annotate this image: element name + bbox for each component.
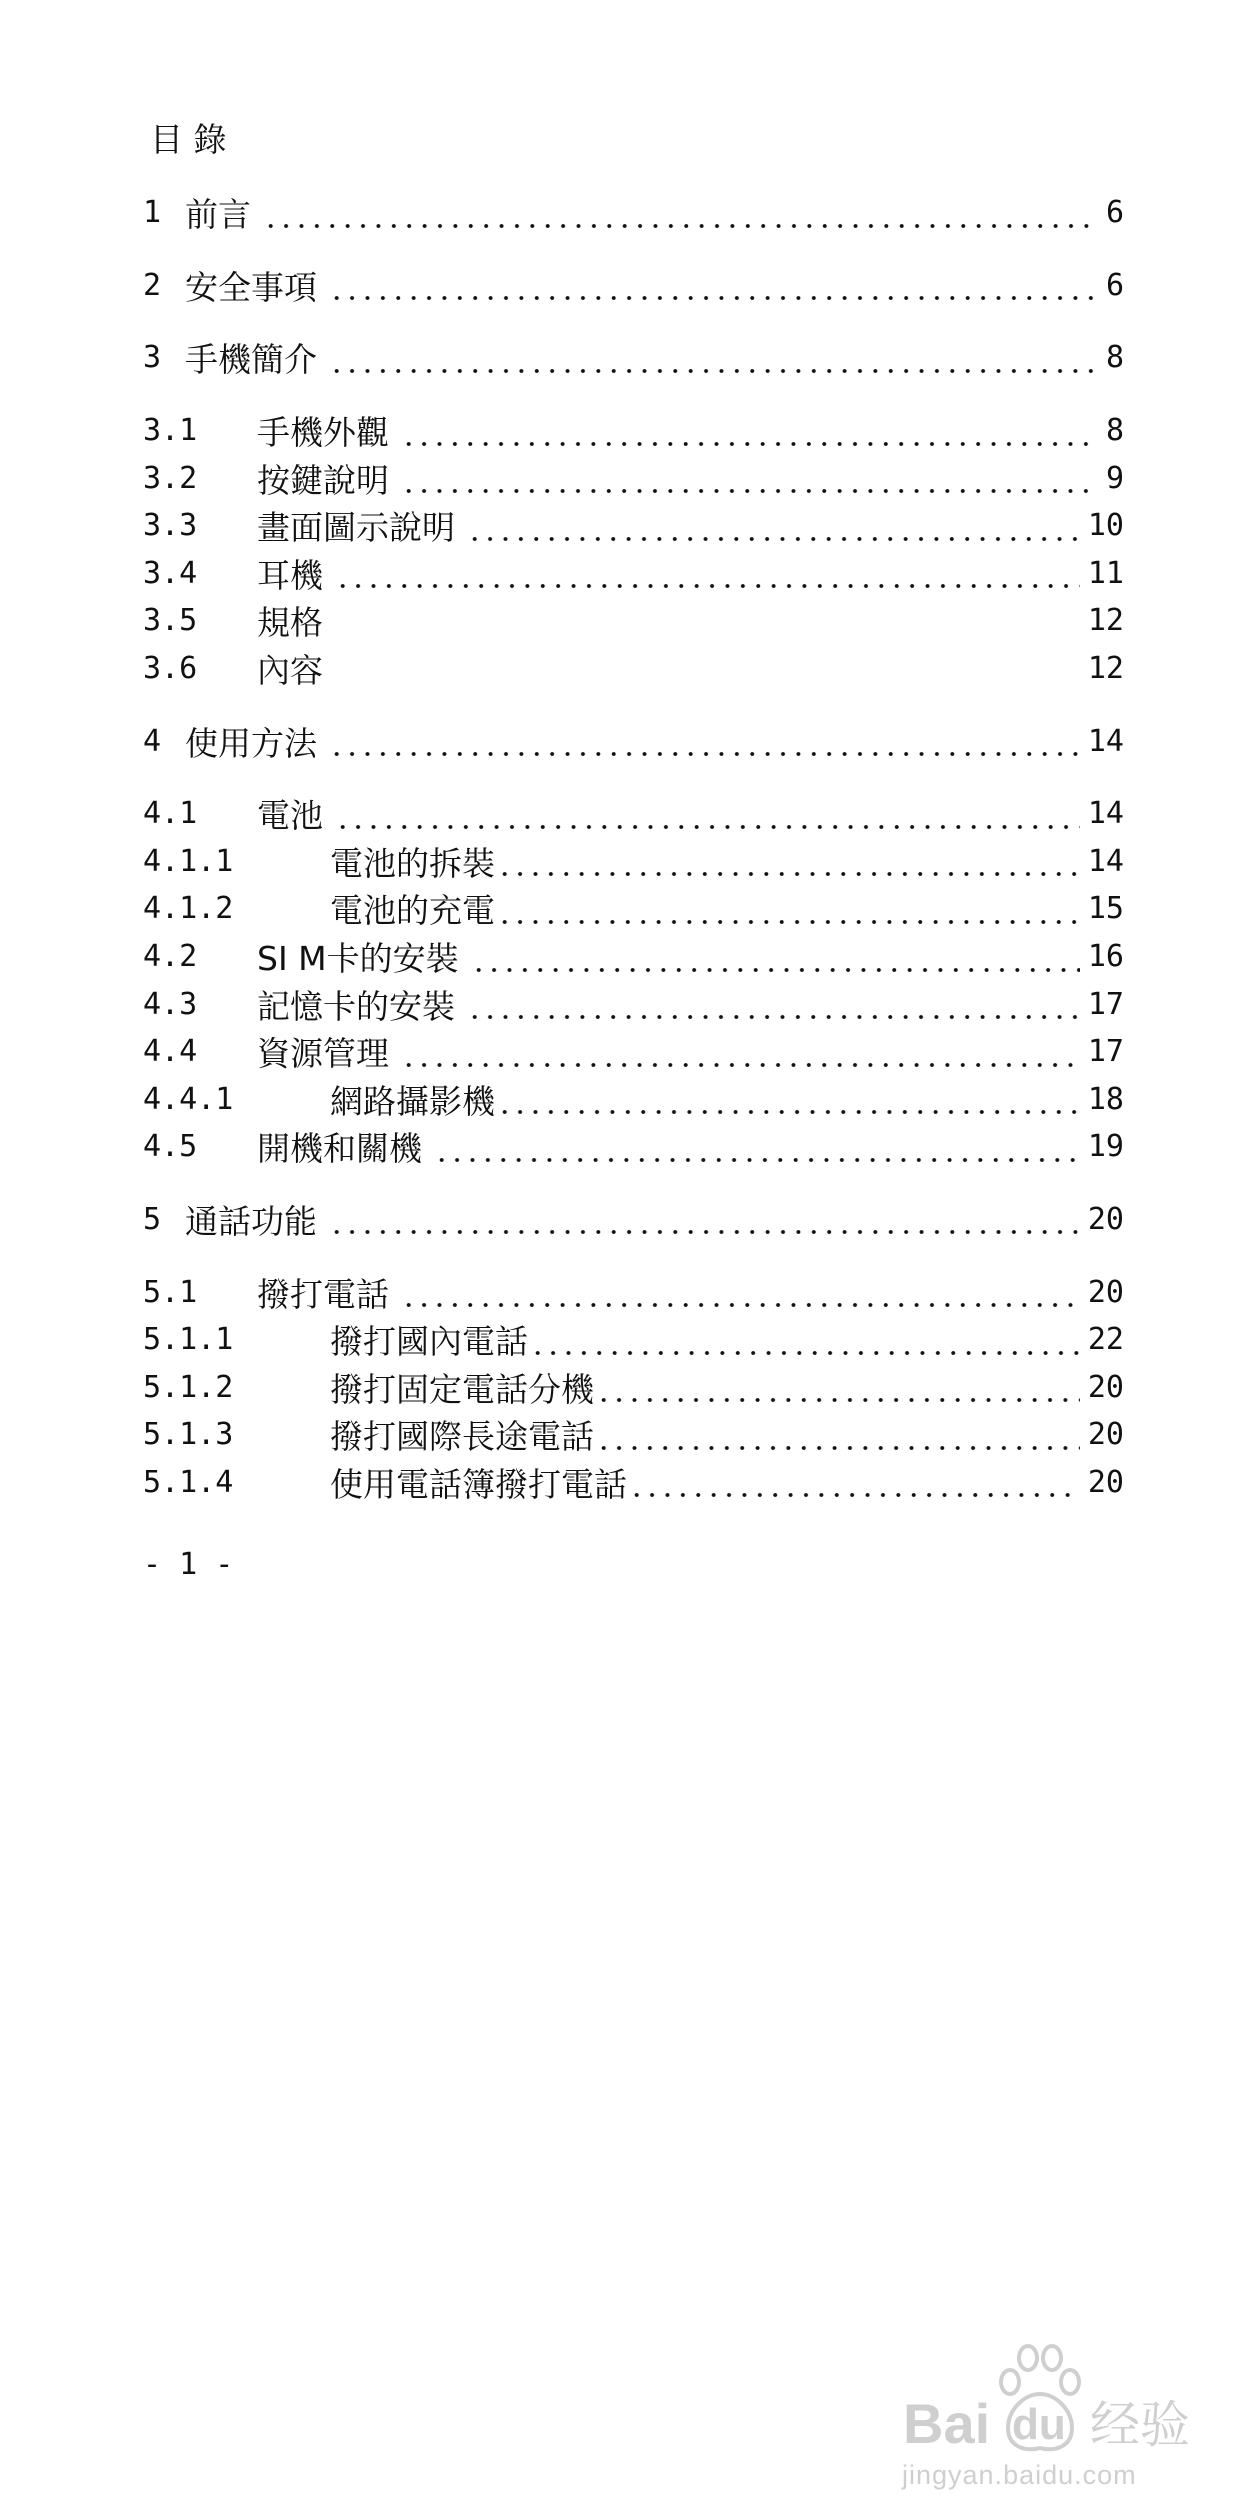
toc-entry-number: 5.1.4 bbox=[143, 1464, 234, 1500]
dot-leader bbox=[329, 1204, 1080, 1234]
toc-entry-title: 開機和關機 bbox=[257, 1129, 422, 1169]
toc-entry-page: 20 bbox=[1087, 1369, 1124, 1405]
toc-entry-title: 撥打固定電話分機 bbox=[330, 1369, 594, 1409]
toc-entry bbox=[143, 597, 1124, 645]
toc-entry bbox=[143, 334, 1124, 382]
toc-entry-title: 手機簡介 bbox=[185, 340, 317, 380]
toc-entry-number: 4.4 bbox=[143, 1034, 198, 1070]
toc-entry-number: 3.6 bbox=[143, 651, 198, 687]
page-title: 目 錄 bbox=[150, 120, 227, 159]
toc-entry bbox=[143, 717, 1124, 765]
toc-entry-number: 5 bbox=[143, 1201, 162, 1237]
toc-entry-title: 耳機 bbox=[257, 555, 323, 595]
toc-entry-number: 4.3 bbox=[143, 986, 198, 1022]
toc-entry bbox=[143, 790, 1124, 838]
toc-entry bbox=[143, 1316, 1124, 1364]
toc-entry bbox=[143, 1076, 1124, 1124]
dot-leader bbox=[329, 270, 1098, 300]
toc-entry-title: 網路攝影機 bbox=[330, 1081, 495, 1121]
toc-entry bbox=[143, 1411, 1124, 1459]
toc-entry-page: 17 bbox=[1087, 986, 1124, 1022]
toc-entry-title: 手機外觀 bbox=[257, 413, 389, 453]
toc-entry-page: 20 bbox=[1087, 1464, 1124, 1500]
toc-entry-title: 電池的充電 bbox=[330, 891, 495, 931]
dot-leader bbox=[467, 989, 1080, 1019]
toc-entry-number: 3.1 bbox=[143, 413, 198, 449]
toc-entry bbox=[143, 502, 1124, 550]
toc-entry-page: 11 bbox=[1087, 555, 1124, 591]
toc-entry-page: 12 bbox=[1087, 651, 1124, 687]
toc-entry-page: 14 bbox=[1087, 796, 1124, 832]
dot-leader bbox=[467, 511, 1080, 541]
toc-entry bbox=[143, 407, 1124, 455]
toc-entry-page: 6 bbox=[1105, 267, 1124, 303]
dot-leader bbox=[335, 799, 1080, 829]
toc-entry-number: 1 bbox=[143, 195, 162, 231]
toc-entry-title: 電池 bbox=[257, 796, 323, 836]
toc-entry-number: 5.1.2 bbox=[143, 1369, 234, 1405]
toc-entry-title: 通話功能 bbox=[185, 1201, 317, 1241]
toc-entry-title: 使用方法 bbox=[185, 723, 317, 763]
toc-entry-page: 18 bbox=[1087, 1081, 1124, 1117]
toc-entry bbox=[143, 1459, 1124, 1507]
toc-entry bbox=[143, 885, 1124, 933]
dot-leader bbox=[471, 942, 1080, 972]
toc-entry-title: SI M卡的安裝 bbox=[257, 939, 459, 979]
toc-entry-number: 5.1.3 bbox=[143, 1417, 234, 1453]
leader-spacer bbox=[335, 654, 1080, 684]
toc-entry-number: 4.1.2 bbox=[143, 891, 234, 927]
toc-entry bbox=[143, 262, 1124, 310]
toc-entry-page: 15 bbox=[1087, 891, 1124, 927]
toc-entry-page: 8 bbox=[1105, 340, 1124, 376]
toc-entry bbox=[143, 838, 1124, 886]
toc-entry-title: 撥打國際長途電話 bbox=[330, 1417, 594, 1457]
toc-entry bbox=[143, 1123, 1124, 1171]
toc-entry-title: 撥打國內電話 bbox=[330, 1322, 528, 1362]
toc-entry bbox=[143, 189, 1124, 237]
toc-entry bbox=[143, 1196, 1124, 1244]
toc-entry-title: 前言 bbox=[185, 195, 251, 235]
dot-leader bbox=[335, 558, 1080, 588]
dot-leader bbox=[497, 846, 1080, 876]
toc-entry-title: 記憶卡的安裝 bbox=[257, 986, 455, 1026]
toc-entry-number: 5.1 bbox=[143, 1274, 198, 1310]
dot-leader bbox=[401, 1277, 1080, 1307]
toc-entry-number: 4 bbox=[143, 723, 162, 759]
toc-entry-title: 按鍵說明 bbox=[257, 460, 389, 500]
toc-entry bbox=[143, 454, 1124, 502]
dot-leader bbox=[629, 1467, 1080, 1497]
dot-leader bbox=[596, 1420, 1080, 1450]
toc-entry-number: 2 bbox=[143, 267, 162, 303]
toc-entry-page: 19 bbox=[1087, 1129, 1124, 1165]
toc-entry-page: 20 bbox=[1087, 1201, 1124, 1237]
toc-entry-page: 12 bbox=[1087, 603, 1124, 639]
dot-leader bbox=[401, 416, 1098, 446]
toc-entry-number: 4.5 bbox=[143, 1129, 198, 1165]
dot-leader bbox=[530, 1325, 1080, 1355]
toc-entry-number: 4.1 bbox=[143, 796, 198, 832]
toc-entry-page: 9 bbox=[1105, 460, 1124, 496]
watermark-url: jingyan.baidu.com bbox=[902, 2460, 1137, 2490]
dot-leader bbox=[434, 1132, 1080, 1162]
toc-entry-title: 使用電話簿撥打電話 bbox=[330, 1464, 627, 1504]
toc-entry-title: 安全事項 bbox=[185, 267, 317, 307]
toc-entry-page: 17 bbox=[1087, 1034, 1124, 1070]
toc-entry-number: 3.5 bbox=[143, 603, 198, 639]
toc-entry-number: 4.2 bbox=[143, 939, 198, 975]
toc-entry-title: 畫面圖示說明 bbox=[257, 508, 455, 548]
toc-entry-page: 22 bbox=[1087, 1322, 1124, 1358]
toc-entry-title: 電池的拆裝 bbox=[330, 843, 495, 883]
dot-leader bbox=[497, 894, 1080, 924]
toc-entry-number: 3 bbox=[143, 340, 162, 376]
toc-entry-page: 20 bbox=[1087, 1417, 1124, 1453]
toc-entry-number: 4.4.1 bbox=[143, 1081, 234, 1117]
toc-entry-page: 8 bbox=[1105, 413, 1124, 449]
dot-leader bbox=[401, 1037, 1080, 1067]
toc-entry bbox=[143, 645, 1124, 693]
toc-entry bbox=[143, 1028, 1124, 1076]
toc-entry-page: 16 bbox=[1087, 939, 1124, 975]
toc-entry bbox=[143, 550, 1124, 598]
table-of-contents bbox=[143, 189, 1124, 1506]
page-number-footer: - 1 - bbox=[143, 1547, 234, 1582]
toc-entry bbox=[143, 980, 1124, 1028]
toc-entry-title: 撥打電話 bbox=[257, 1274, 389, 1314]
toc-entry bbox=[143, 1268, 1124, 1316]
leader-spacer bbox=[335, 606, 1080, 636]
dot-leader bbox=[329, 343, 1098, 373]
toc-entry-number: 4.1.1 bbox=[143, 843, 234, 879]
dot-leader bbox=[497, 1084, 1080, 1114]
watermark-brand-left: Bai bbox=[903, 2392, 991, 2455]
toc-entry-page: 20 bbox=[1087, 1274, 1124, 1310]
watermark-product: 经验 bbox=[1090, 2396, 1190, 2454]
toc-entry-number: 5.1.1 bbox=[143, 1322, 234, 1358]
toc-entry-number: 3.4 bbox=[143, 555, 198, 591]
toc-entry-page: 6 bbox=[1105, 195, 1124, 231]
toc-entry-title: 內容 bbox=[257, 651, 323, 691]
toc-entry-page: 14 bbox=[1087, 723, 1124, 759]
dot-leader bbox=[596, 1372, 1080, 1402]
toc-entry bbox=[143, 1363, 1124, 1411]
toc-entry-page: 10 bbox=[1087, 508, 1124, 544]
toc-entry-number: 3.2 bbox=[143, 460, 198, 496]
toc-entry-number: 3.3 bbox=[143, 508, 198, 544]
toc-entry-title: 規格 bbox=[257, 603, 323, 643]
dot-leader bbox=[263, 198, 1098, 228]
toc-entry-page: 14 bbox=[1087, 843, 1124, 879]
dot-leader bbox=[329, 726, 1080, 756]
toc-entry bbox=[143, 933, 1124, 981]
toc-entry-title: 資源管理 bbox=[257, 1034, 389, 1074]
dot-leader bbox=[401, 463, 1098, 493]
watermark-brand-right: du bbox=[1012, 2400, 1066, 2449]
